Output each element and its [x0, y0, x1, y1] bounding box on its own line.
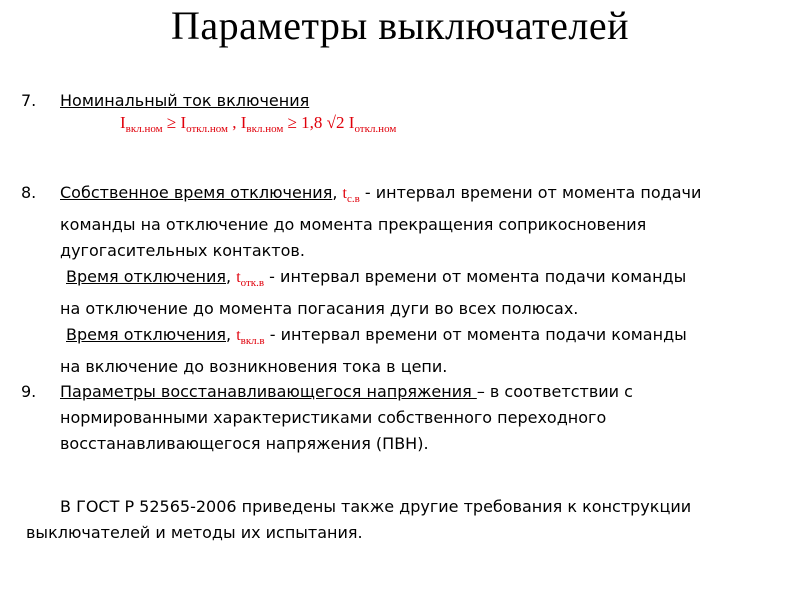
sub-b-line-2: на включение до возникновения тока в цепи. — [60, 357, 448, 376]
item-number: 7. — [21, 91, 37, 110]
formula-subscript: откл.ном — [186, 123, 228, 135]
item-number: 8. — [21, 183, 37, 202]
sub-a-line-1: Время отключения, $t_{отк.в}$ - интервал времени от момента подачи команды — [66, 267, 687, 289]
nominal-current-formula — [120, 113, 396, 135]
sub-a-line-2: на отключение до момента погасания дуги во всех полюсах. — [60, 299, 579, 318]
time-symbol: $t_{отк.в}$ — [236, 269, 265, 289]
line-text: - интервал времени от момента подачи — [359, 183, 702, 202]
line-text: - интервал времени от момента подачи команды — [264, 267, 687, 286]
item-heading-text: Параметры восстанавливающегося напряжения — [60, 382, 477, 401]
sub-b-line-1: Время отключения, $t_{вкл.в}$ - интервал времени от момента подачи команды — [66, 325, 687, 347]
formula-symbol: I — [240, 113, 247, 132]
item-8-line-1: Собственное время отключения, $t_{с.в}$ - интервал времени от момента подачи — [60, 183, 702, 205]
formula-separator: , — [228, 113, 241, 132]
item-9-line-2: нормированными характеристиками собственного переходного — [60, 408, 607, 427]
formula-symbol: I — [348, 113, 355, 132]
line-text: – в соответствии с — [476, 382, 633, 401]
item-heading — [60, 88, 780, 114]
item-heading-text: Собственное время отключения — [60, 183, 333, 202]
item-8-line-2: команды на отключение до момента прекращения соприкосновения — [60, 215, 647, 234]
sub-heading-text: Время отключения — [66, 325, 227, 344]
footer-line-2: выключателей и методы их испытания. — [26, 523, 363, 542]
formula-subscript: вкл.ном — [246, 123, 284, 135]
time-symbol: $t_{вкл.в}$ — [236, 327, 265, 347]
formula-operator: ≥ — [162, 113, 181, 132]
formula-symbol: I — [120, 113, 126, 132]
formula-operator: ≥ 1,8 √2 — [283, 113, 349, 132]
line-text: - интервал времени от момента подачи команды — [264, 325, 687, 344]
item-heading-text: Номинальный ток включения — [60, 91, 310, 110]
time-symbol: $t_{с.в}$ — [342, 185, 360, 205]
item-number: 9. — [21, 382, 37, 401]
item-8-line-3: дугогасительных контактов. — [60, 241, 305, 260]
item-9-line-3: восстанавливающегося напряжения (ПВН). — [60, 434, 429, 453]
formula-subscript: откл.ном — [354, 123, 397, 135]
item-9-line-1 — [60, 379, 780, 405]
formula-subscript: вкл.ном — [125, 123, 163, 135]
slide-title: Параметры выключателей — [170, 3, 629, 48]
sub-heading-text: Время отключения — [66, 267, 227, 286]
formula-symbol: I — [180, 113, 187, 132]
footer-line-1: В ГОСТ Р 52565-2006 приведены также другие требования к конструкции — [60, 497, 692, 516]
